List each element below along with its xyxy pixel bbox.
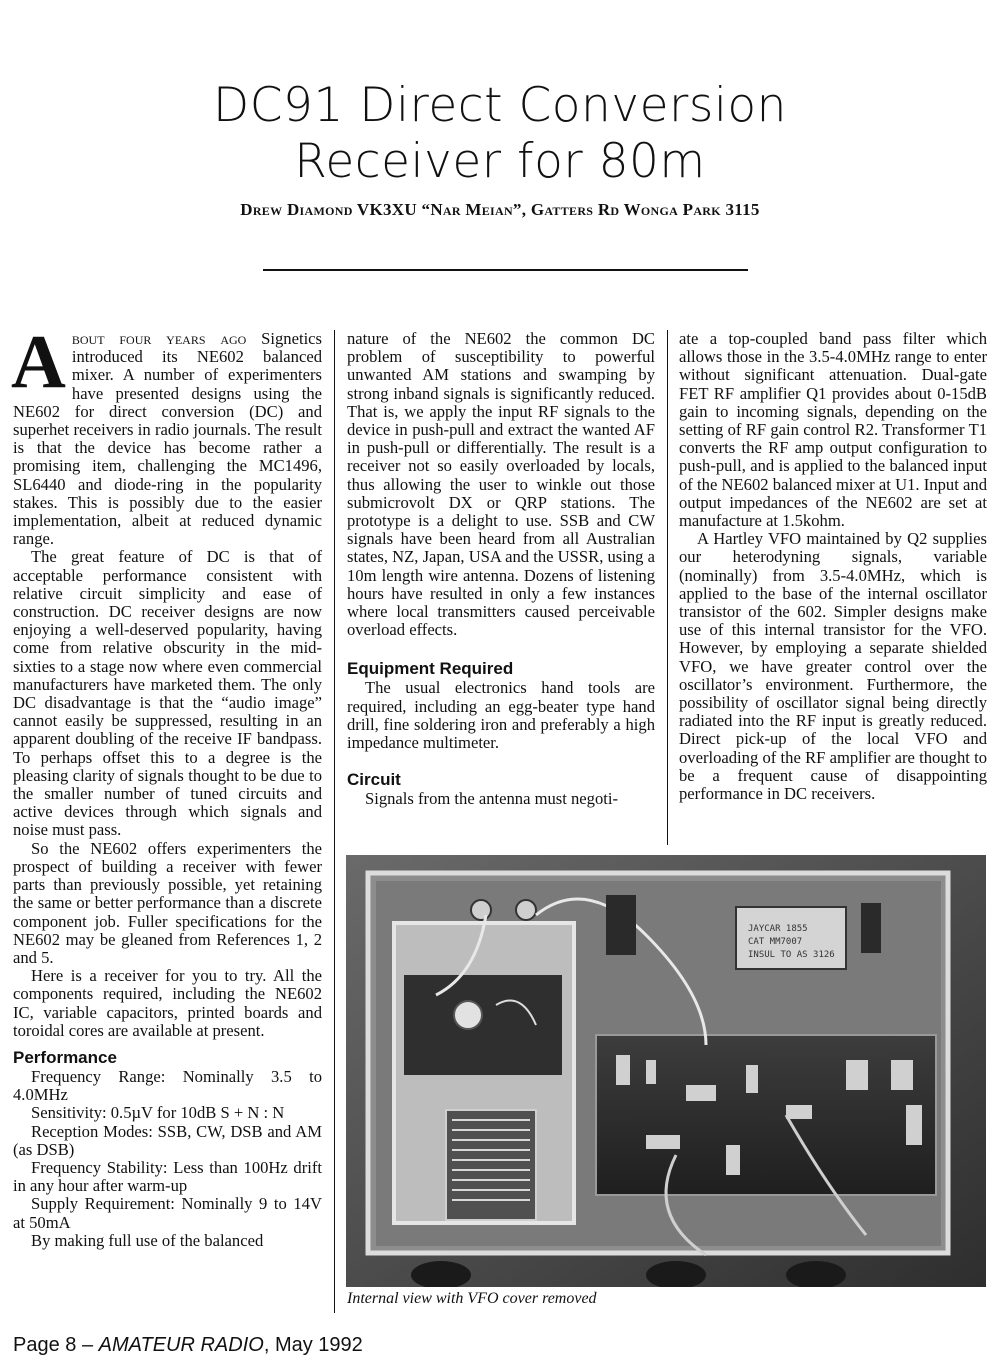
article-column-2 [347,330,655,808]
magazine-name: AMATEUR RADIO [98,1334,264,1356]
article-column-3 [679,330,987,803]
article-title [0,78,1000,190]
section-heading-circuit: Circuit [347,770,401,790]
paragraph: Here is a receiver for you to try. All the components required, including the NE602 IC, variable capacitors, printed boards and toroidal cores are available at present. [13,966,322,1040]
article-column-1 [11,320,322,1250]
receiver-photo-illustration [346,855,986,1287]
page-number: Page 8 – [13,1334,99,1356]
paragraph: A Hartley VFO maintained by Q2 supplies our heterodyning signals, variable (nominally) from 3.5-4.0MHz, which is applied to the base of the internal oscillator transistor of the 602. Simpler designs make use of this internal transistor for the VFO. However, by employing a separate shielded VFO, we have greater control over the oscillator’s environment. Furthermore, the possibility of oscillator signal being directly radiated into the RF input is greatly reduced. Direct pick-up of the local VFO and overloading of the RF amplifier are thought to be a frequent cause of disappointing performance in DC receivers. [679,529,987,804]
author-byline: Drew Diamond VK3XU “Nar Meian”, Gatters Rd Wonga Park 3115 [240,200,760,219]
spec-item: By making full use of the balanced [31,1230,264,1250]
issue-date: , May 1992 [263,1334,363,1356]
transformer-label-2: CAT MM7007 [748,937,803,947]
spec-item: Sensitivity: 0.5µV for 10dB S + N : N [31,1103,285,1123]
intro-paragraph [11,320,322,549]
page-footer [13,1334,363,1357]
spec-item: Reception Modes: SSB, CW, DSB and AM (as DSB) [13,1121,322,1159]
lead-in: bout four years ago [71,329,247,348]
paragraph: The usual electronics hand tools are required, including an egg-beater type hand drill, fine soldering iron and preferably a high impedance multimeter. [347,678,655,753]
paragraph: The great feature of DC is that of acceptable performance consistent with relative circuit simplicity and ease of construction. DC receiver designs are now enjoying a well-deserved popularity, having come from relative obscurity in the mid-sixties to a stage now where even commercial manufacturers have marketed them. The only DC disadvantage is that the “audio image” cannot easily be suppressed, resulting in an apparent doubling of the receive IF bandpass. To perhaps offset this to a degree is the pleasing clarity of signals thought to be due to the smaller number of tuned circuits and active devices through which signals and noise must pass. [13,547,322,840]
column-divider-1 [334,330,335,1313]
photo-caption: Internal view with VFO cover removed [347,1290,597,1307]
section-heading-equipment: Equipment Required [347,659,514,679]
transformer-label-1: JAYCAR 1855 [748,924,808,934]
paragraph: So the NE602 offers experimenters the prospect of building a receiver with fewer parts than previously possible, yet retaining the same or better performance than a discrete component job. Fuller specifications for the NE602 may be gleaned from References 1, 2 and 5. [13,838,322,967]
receiver-internal-photo [346,855,986,1287]
performance-specs [13,1068,322,1250]
paragraph: Signals from the antenna must negoti- [365,789,619,809]
section-heading-performance: Performance [13,1047,117,1067]
title-line-2: Receiver for 80m [294,134,706,189]
paragraph: ate a top-coupled band pass filter which allows those in the 3.5-4.0MHz range to enter without significant attenuation. Dual-gate FET RF amplifier Q1 provides about 0-15dB gain to incoming signals, depending on the setting of RF gain control R2. Transformer T1 converts the RF amp output configuration to push-pull, and is applied to the balanced input of the NE602 balanced mixer at U1. Input and output impedances of the NE602 are set at manufacture at 1.5kohm. [679,329,987,531]
paragraph: nature of the NE602 the common DC problem of susceptibility to powerful unwanted AM stations and swamping by strong inband signals is significantly reduced. That is, we apply the input RF signals to the device in push-pull and extract the wanted AF in push-pull or differentially. The result is a receiver not so easily overloaded by locals, thus allowing the user to winkle out those submicrovolt DX or QRP stations. The prototype is a delight to use. SSB and CW signals have been heard from all Australian states, NZ, Japan, USA and the USSR, using a 10m length wire antenna. Dozens of listening hours have resulted in only a few instances where local transmitters caused perceivable overload effects. [347,329,655,640]
title-line-1: DC91 Direct Conversion [213,78,787,133]
drop-cap: A [11,320,66,404]
transformer-label-3: INSUL TO AS 3126 [748,950,835,960]
spec-item: Supply Requirement: Nominally 9 to 14V at 50mA [13,1194,322,1232]
title-divider [263,269,748,271]
column-divider-2 [667,330,668,845]
spec-item: Frequency Stability: Less than 100Hz drift in any hour after warm-up [13,1157,322,1196]
spec-item: Frequency Range: Nominally 3.5 to 4.0MHz [13,1066,322,1105]
paragraph-text: Signetics introduced its NE602 balanced mixer. A number of experimenters have presented designs using the NE602 for direct conversion (DC) and superhet receivers in radio journals. The result is that the device has become rather a promising item, challenging the MC1496, SL6440 and diode-ring in the popularity stakes. This is possibly due to the easier implementation, albeit at reduced dynamic range. [13,329,322,549]
